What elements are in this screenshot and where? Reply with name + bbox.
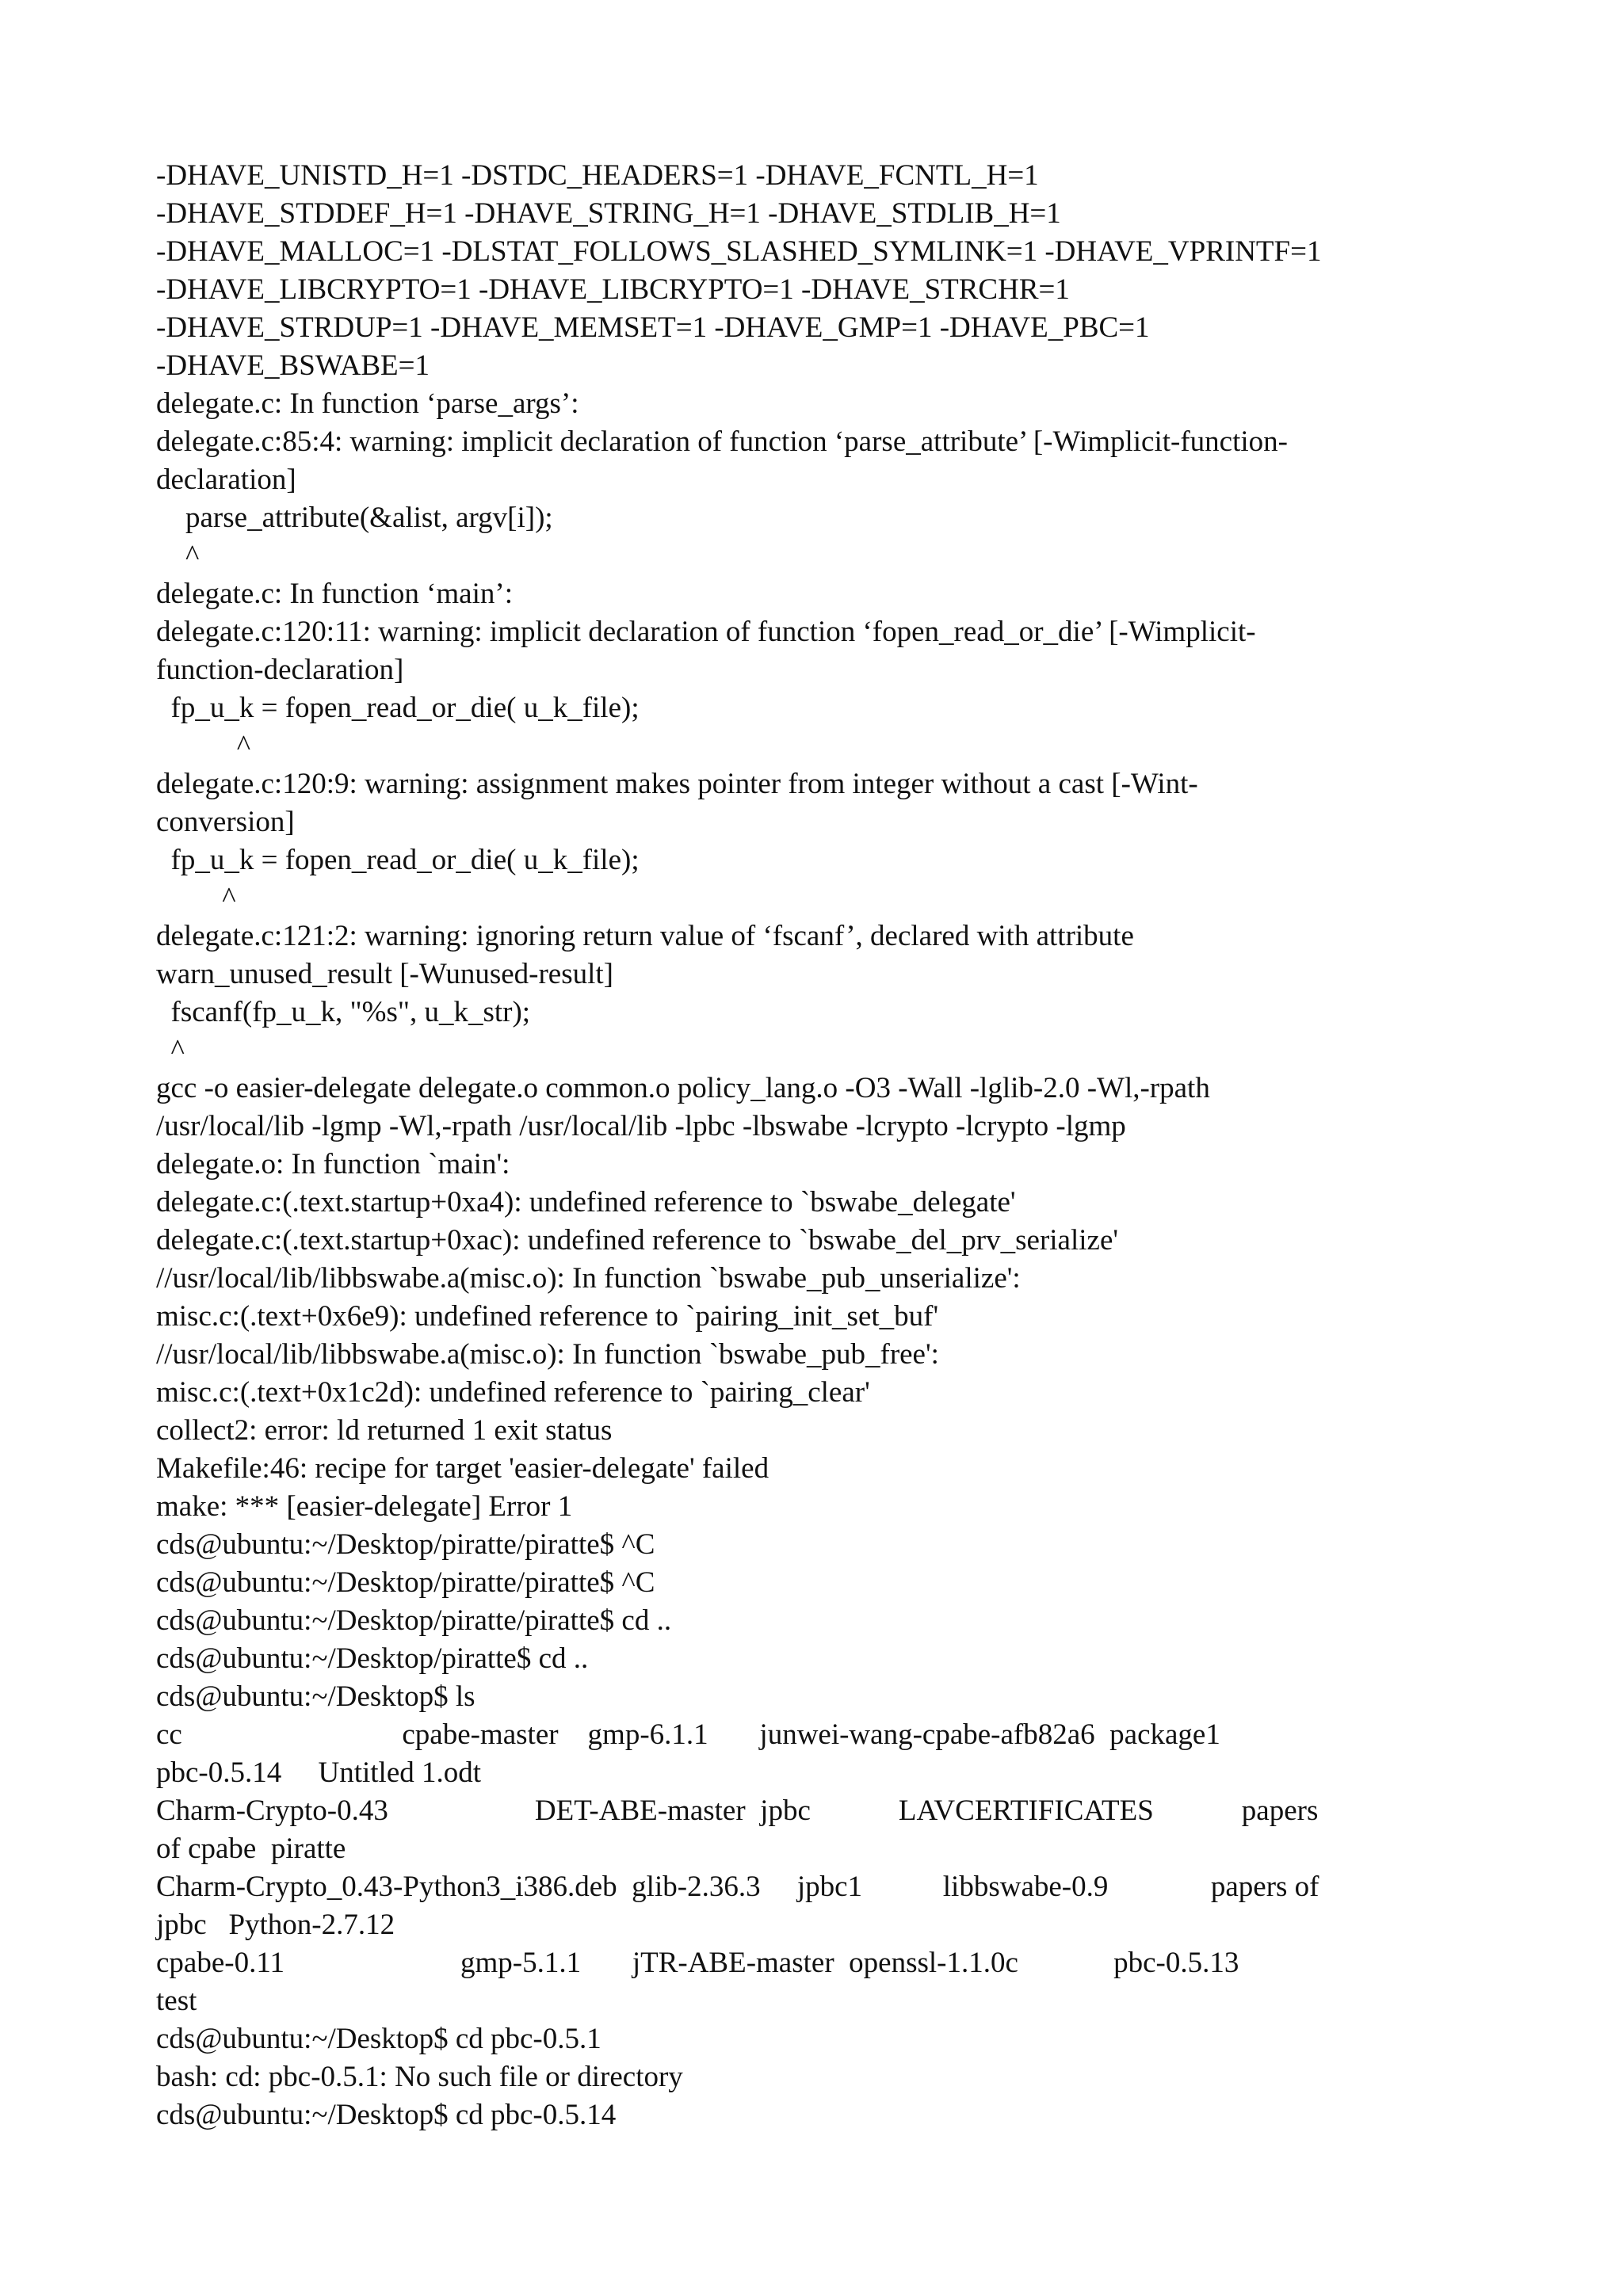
text-line: delegate.c: In function ‘main’:: [156, 578, 513, 610]
text-line: ^: [156, 540, 200, 572]
text-line: test: [156, 1985, 197, 2017]
text-line: delegate.c:85:4: warning: implicit declaration of function ‘parse_attribute’ [-Wimplicit-function-: [156, 425, 1288, 458]
terminal-log-text: [156, 157, 1472, 2134]
text-line: delegate.c:121:2: warning: ignoring return value of ‘fscanf’, declared with attribute: [156, 920, 1134, 952]
text-line: cc cpabe-master gmp-6.1.1 junwei-wang-cpabe-afb82a6 package1: [156, 1718, 1220, 1751]
text-line: parse_attribute(&alist, argv[i]);: [156, 502, 553, 534]
text-line: -DHAVE_BSWABE=1: [156, 349, 430, 382]
text-line: declaration]: [156, 463, 296, 496]
text-line: delegate.c:(.text.startup+0xac): undefined reference to `bswabe_del_prv_serialize': [156, 1224, 1119, 1257]
text-line: -DHAVE_MALLOC=1 -DLSTAT_FOLLOWS_SLASHED_SYMLINK=1 -DHAVE_VPRINTF=1: [156, 235, 1322, 268]
text-line: -DHAVE_UNISTD_H=1 -DSTDC_HEADERS=1 -DHAVE_FCNTL_H=1: [156, 159, 1039, 192]
text-line: -DHAVE_STDDEF_H=1 -DHAVE_STRING_H=1 -DHAVE_STDLIB_H=1: [156, 197, 1061, 230]
text-line: cpabe-0.11 gmp-5.1.1 jTR-ABE-master openssl-1.1.0c pbc-0.5.13: [156, 1947, 1239, 1979]
text-line: cds@ubuntu:~/Desktop$ ls: [156, 1680, 475, 1713]
text-line: misc.c:(.text+0x1c2d): undefined reference to `pairing_clear': [156, 1376, 870, 1409]
text-line: jpbc Python-2.7.12: [156, 1909, 395, 1941]
text-line: delegate.c:120:11: warning: implicit declaration of function ‘fopen_read_or_die’ [-Wimplicit-: [156, 616, 1256, 648]
text-line: ^: [156, 1034, 185, 1066]
text-line: cds@ubuntu:~/Desktop/piratte$ cd ..: [156, 1642, 589, 1675]
text-line: cds@ubuntu:~/Desktop/piratte/piratte$ ^C: [156, 1528, 655, 1561]
text-line: //usr/local/lib/libbswabe.a(misc.o): In function `bswabe_pub_unserialize':: [156, 1262, 1021, 1295]
text-line: function-declaration]: [156, 654, 404, 686]
text-line: Charm-Crypto_0.43-Python3_i386.deb glib-2.36.3 jpbc1 libbswabe-0.9 papers of: [156, 1871, 1319, 1903]
text-line: fp_u_k = fopen_read_or_die( u_k_file);: [156, 844, 640, 876]
text-line: warn_unused_result [-Wunused-result]: [156, 958, 613, 990]
text-line: misc.c:(.text+0x6e9): undefined reference to `pairing_init_set_buf': [156, 1300, 939, 1333]
text-line: bash: cd: pbc-0.5.1: No such file or directory: [156, 2061, 683, 2093]
text-line: collect2: error: ld returned 1 exit status: [156, 1414, 613, 1447]
text-line: -DHAVE_STRDUP=1 -DHAVE_MEMSET=1 -DHAVE_GMP=1 -DHAVE_PBC=1: [156, 311, 1150, 344]
text-line: fp_u_k = fopen_read_or_die( u_k_file);: [156, 692, 640, 724]
text-line: delegate.c:(.text.startup+0xa4): undefined reference to `bswabe_delegate': [156, 1186, 1016, 1219]
text-line: of cpabe piratte: [156, 1833, 346, 1865]
text-line: make: *** [easier-delegate] Error 1: [156, 1490, 573, 1523]
text-line: cds@ubuntu:~/Desktop$ cd pbc-0.5.1: [156, 2023, 601, 2055]
text-line: //usr/local/lib/libbswabe.a(misc.o): In function `bswabe_pub_free':: [156, 1338, 939, 1371]
text-line: delegate.o: In function `main':: [156, 1148, 510, 1180]
text-line: gcc -o easier-delegate delegate.o common.o policy_lang.o -O3 -Wall -lglib-2.0 -Wl,-rpath: [156, 1072, 1210, 1104]
text-line: delegate.c:120:9: warning: assignment makes pointer from integer without a cast [-Wint-: [156, 768, 1198, 800]
text-line: Charm-Crypto-0.43 DET-ABE-master jpbc LAVCERTIFICATES papers: [156, 1794, 1319, 1827]
text-line: ^: [156, 730, 251, 762]
text-line: conversion]: [156, 806, 295, 838]
text-line: cds@ubuntu:~/Desktop$ cd pbc-0.5.14: [156, 2099, 617, 2131]
text-line: cds@ubuntu:~/Desktop/piratte/piratte$ cd ..: [156, 1604, 672, 1637]
text-line: pbc-0.5.14 Untitled 1.odt: [156, 1756, 482, 1789]
text-line: /usr/local/lib -lgmp -Wl,-rpath /usr/local/lib -lpbc -lbswabe -lcrypto -lcrypto -lgmp: [156, 1110, 1126, 1142]
text-line: Makefile:46: recipe for target 'easier-delegate' failed: [156, 1452, 769, 1485]
text-line: cds@ubuntu:~/Desktop/piratte/piratte$ ^C: [156, 1566, 655, 1599]
text-line: ^: [156, 882, 236, 914]
text-line: fscanf(fp_u_k, "%s", u_k_str);: [156, 996, 531, 1028]
text-line: -DHAVE_LIBCRYPTO=1 -DHAVE_LIBCRYPTO=1 -DHAVE_STRCHR=1: [156, 273, 1070, 306]
text-line: delegate.c: In function ‘parse_args’:: [156, 387, 579, 420]
